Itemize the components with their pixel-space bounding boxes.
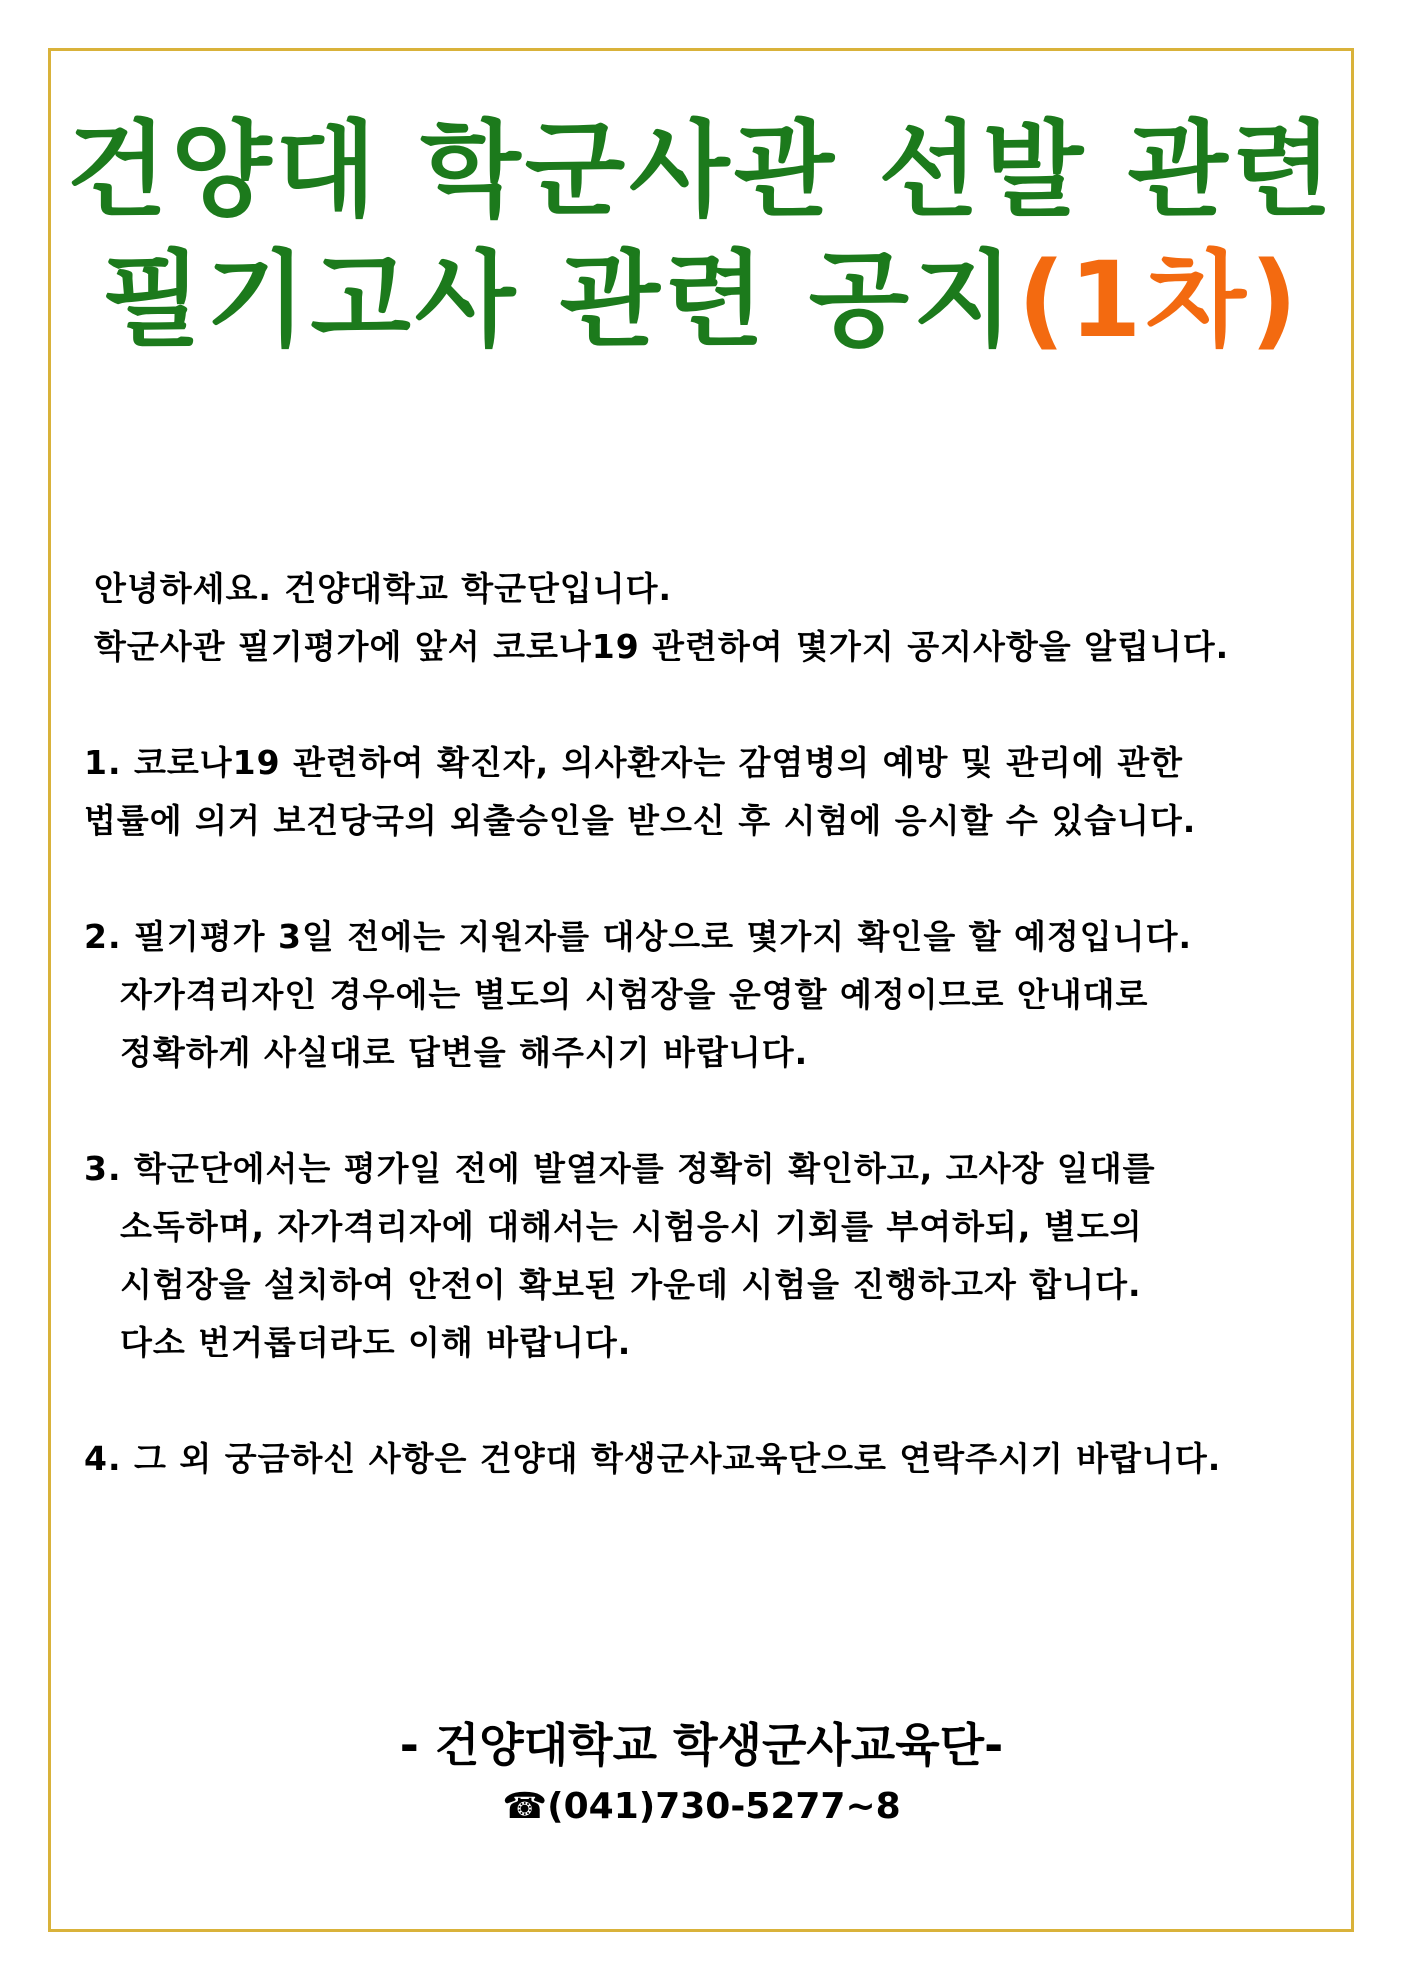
item-4-line-1: 4. 그 외 궁금하신 사항은 건양대 학생군사교육단으로 연락주시기 바랍니다. <box>84 1439 1222 1478</box>
item-3-line-3: 시험장을 설치하여 안전이 확보된 가운데 시험을 진행하고자 합니다. <box>120 1265 1142 1304</box>
title-line-2-main: 필기고사 관련 공지 <box>101 239 1018 361</box>
item-2-line-1: 2. 필기평가 3일 전에는 지원자를 대상으로 몇가지 확인을 할 예정입니다. <box>84 917 1192 956</box>
item-1-line-1: 1. 코로나19 관련하여 확진자, 의사환자는 감염병의 예방 및 관리에 관한 <box>84 743 1184 782</box>
item-1-line-2: 법률에 의거 보건당국의 외출승인을 받으신 후 시험에 응시할 수 있습니다. <box>84 801 1197 840</box>
title-line-1: 건양대 학군사관 선발 관련 <box>66 109 1337 231</box>
intro-purpose: 학군사관 필기평가에 앞서 코로나19 관련하여 몇가지 공지사항을 알립니다. <box>94 627 1230 666</box>
item-2-line-2: 자가격리자인 경우에는 별도의 시험장을 운영할 예정이므로 안내대로 <box>120 975 1149 1014</box>
title-round-accent: (1차) <box>1017 239 1302 361</box>
intro-greeting: 안녕하세요. 건양대학교 학군단입니다. <box>94 569 673 608</box>
item-2-line-3: 정확하게 사실대로 답변을 해주시기 바랍니다. <box>120 1033 809 1072</box>
footer-phone: ☎(041)730-5277~8 <box>502 1786 901 1827</box>
item-3-line-4: 다소 번거롭더라도 이해 바랍니다. <box>120 1323 632 1362</box>
item-3-line-2: 소독하며, 자가격리자에 대해서는 시험응시 기회를 부여하되, 별도의 <box>120 1207 1143 1246</box>
title-line-2 <box>0 235 1403 365</box>
footer-organization: - 건양대학교 학생군사교육단- <box>399 1718 1004 1772</box>
item-3-line-1: 3. 학군단에서는 평가일 전에 발열자를 정확히 확인하고, 고사장 일대를 <box>84 1149 1156 1188</box>
notice-body <box>84 560 1334 1488</box>
